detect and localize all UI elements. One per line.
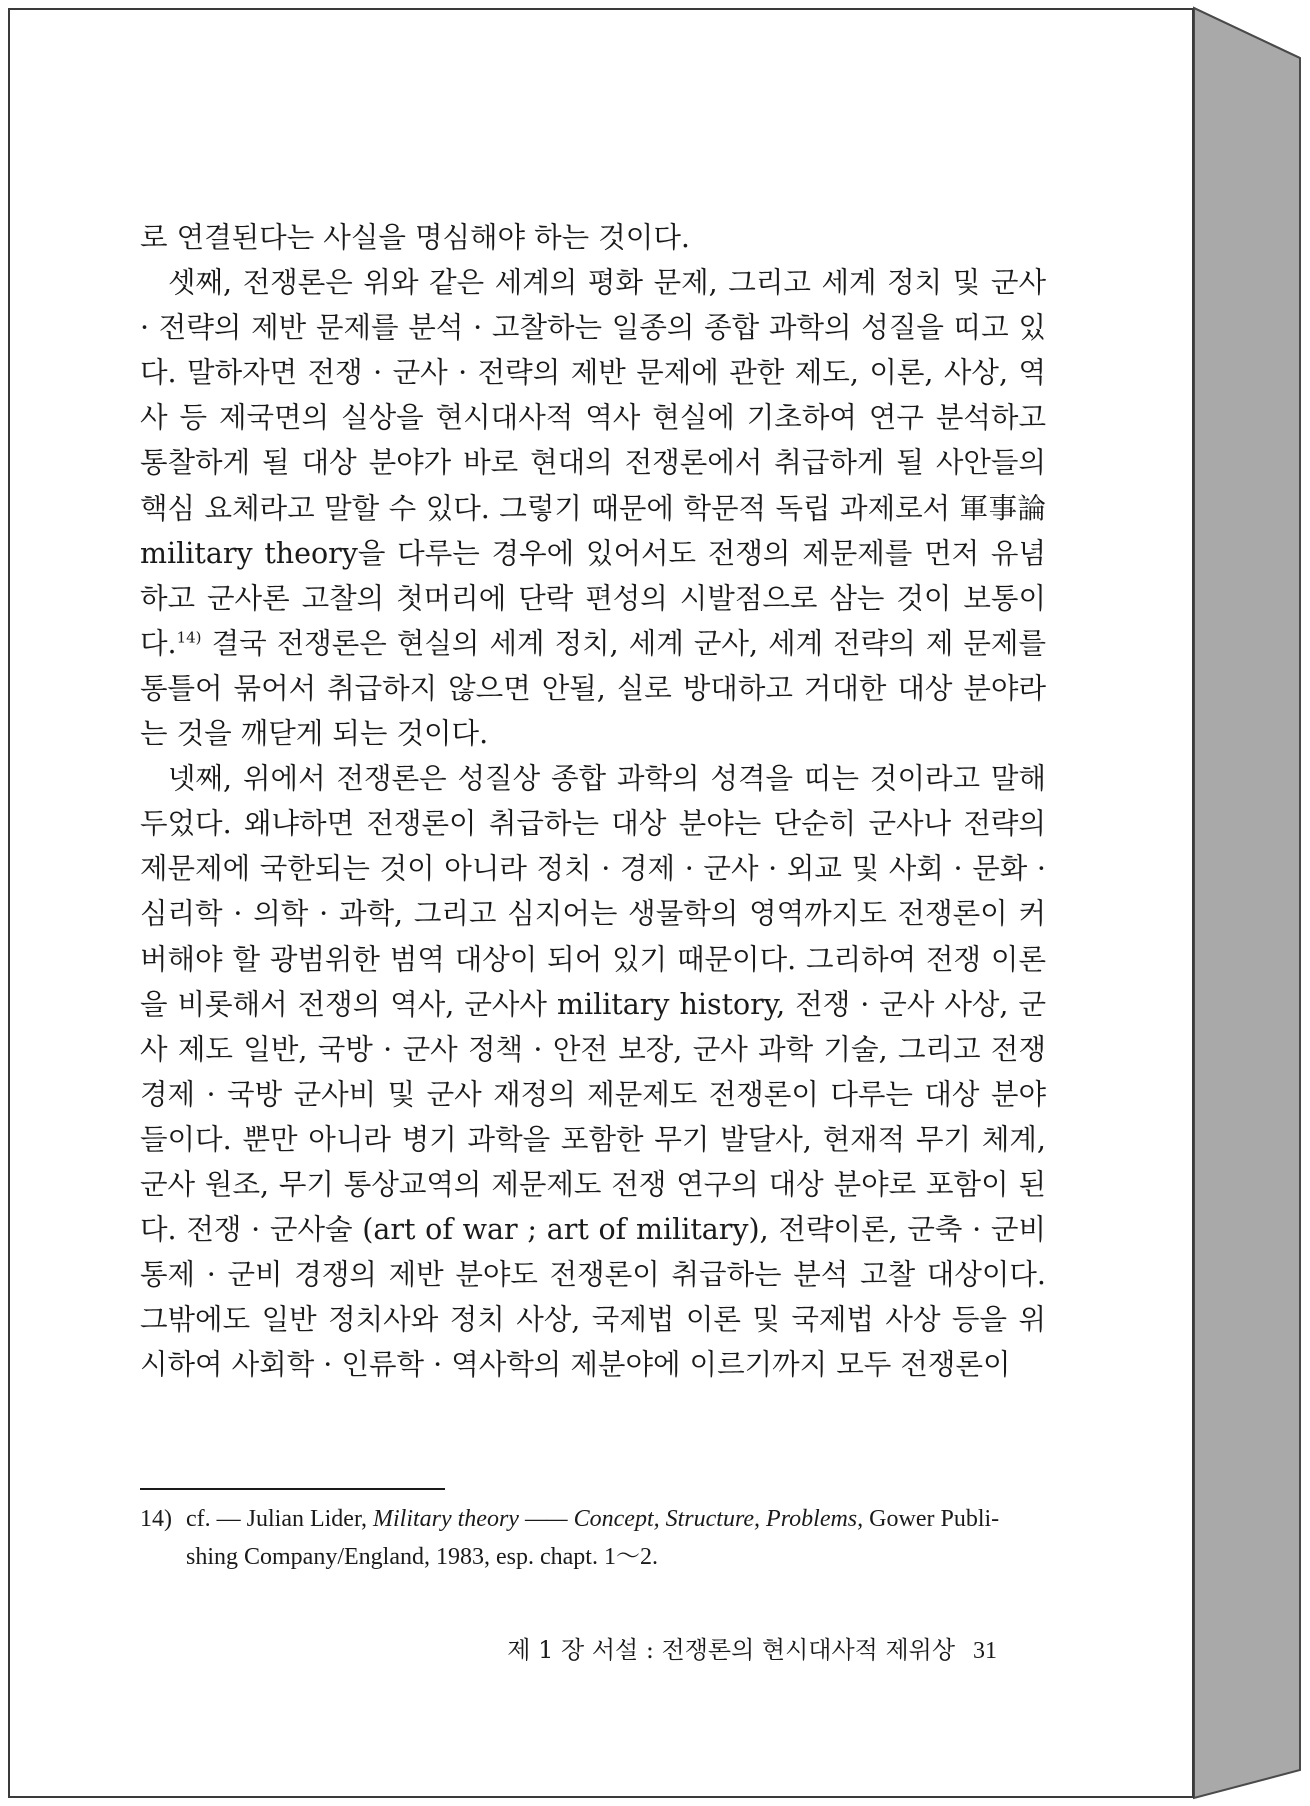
footnote-line-1 (140, 1500, 1046, 1538)
footnote-prefix: cf. — Julian Lider, (186, 1506, 373, 1532)
running-title: 제 1 장 서설 : 전쟁론의 현시대사적 제위상 (507, 1636, 955, 1664)
footnote (140, 1500, 1046, 1576)
footnote-line-2: shing Company/England, 1983, esp. chapt. 1〜2. (186, 1544, 658, 1570)
main-text (140, 215, 1046, 1387)
footnote-number: 14) (140, 1506, 172, 1532)
book-page (8, 8, 1194, 1798)
running-footer (507, 1630, 997, 1665)
paragraph-1: 로 연결된다는 사실을 명심해야 하는 것이다. (140, 221, 690, 254)
footnote-reference: 14) (176, 628, 202, 647)
page-number: 31 (973, 1638, 997, 1664)
footnote-publisher: Gower Publi- (863, 1506, 1000, 1532)
footnote-title: Military theory —— Concept, Structure, Problems, (372, 1506, 864, 1532)
footnote-rule (140, 1488, 445, 1490)
paragraph-2-text-b: 결국 전쟁론은 현실의 세계 정치, 세계 군사, 세계 전략의 제 문제를 통틀어 묶어서 취급하지 않으면 안될, 실로 방대하고 거대한 대상 분야라는 것을 깨닫게 되는 것이다. (140, 626, 1046, 751)
paragraph-3: 넷째, 위에서 전쟁론은 성질상 종합 과학의 성격을 띠는 것이라고 말해두었다. 왜냐하면 전쟁론이 취급하는 대상 분야는 단순히 군사나 전략의 제문제에 국한되는 것이 아니라 정치 · 경제 · 군사 · 외교 및 사회 · 문화 · 심리학 · 의학 · 과학, 그리고 심지어는 생물학의 영역까지도 전쟁론이 커버해야 할 광범위한 범역 대상이 되어 있기 때문이다. 그리하여 전쟁 이론을 비롯해서 전쟁의 역사, 군사사 military history, 전쟁 · 군사 사상, 군사 제도 일반, 국방 · 군사 정책 · 안전 보장, 군사 과학 기술, 그리고 전쟁 경제 · 국방 군사비 및 군사 재정의 제문제도 전쟁론이 다루는 대상 분야들이다. 뿐만 아니라 병기 과학을 포함한 무기 발달사, 현재적 무기 체계, 군사 원조, 무기 통상교역의 제문제도 전쟁 연구의 대상 분야로 포함이 된다. 전쟁 · 군사술 (art of war ; art of military), 전략이론, 군축 · 군비 통제 · 군비 경쟁의 제반 분야도 전쟁론이 취급하는 분석 고찰 대상이다. 그밖에도 일반 정치사와 정치 사상, 국제법 이론 및 국제법 사상 등을 위시하여 사회학 · 인류학 · 역사학의 제분야에 이르기까지 모두 전쟁론이 (140, 762, 1046, 1382)
paragraph-2 (140, 260, 1046, 756)
paragraph-2-text-a: 셋째, 전쟁론은 위와 같은 세계의 평화 문제, 그리고 세계 정치 및 군사 · 전략의 제반 문제를 분석 · 고찰하는 일종의 종합 과학의 성질을 띠고 있다. 말하자면 전쟁 · 군사 · 전략의 제반 문제에 관한 제도, 이론, 사상, 역사 등 제국면의 실상을 현시대사적 역사 현실에 기초하여 연구 분석하고 통찰하게 될 대상 분야가 바로 현대의 전쟁론에서 취급하게 될 사안들의 핵심 요체라고 말할 수 있다. 그렇기 때문에 학문적 독립 과제로서 軍事論 military theory을 다루는 경우에 있어서도 전쟁의 제문제를 먼저 유념하고 군사론 고찰의 첫머리에 단락 편성의 시발점으로 삼는 것이 보통이다. (140, 266, 1046, 660)
